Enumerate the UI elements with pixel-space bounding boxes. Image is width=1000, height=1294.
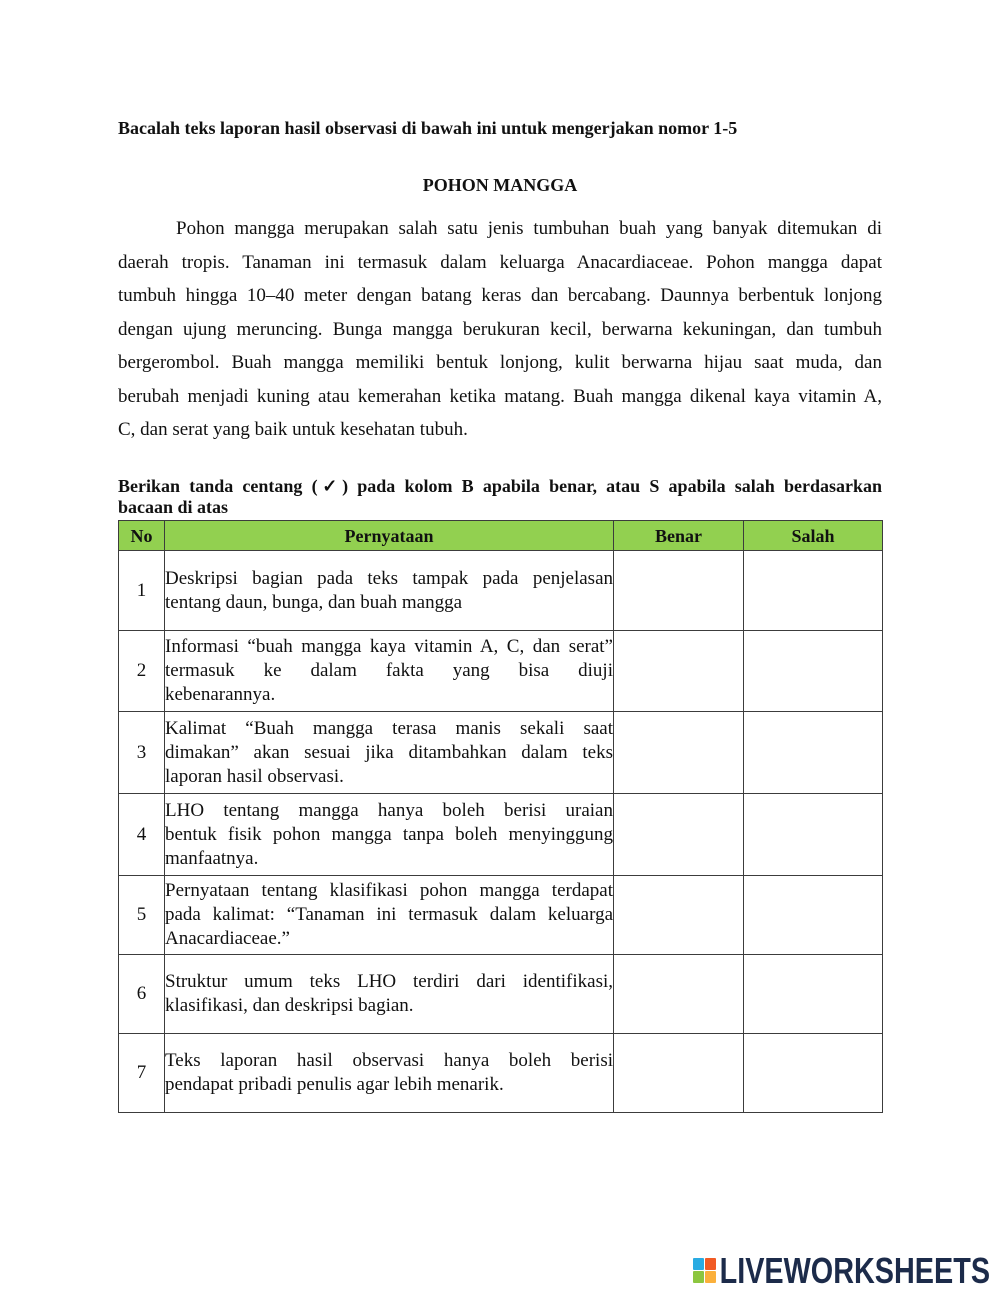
- statement-row-7: [119, 1034, 883, 1113]
- observation-text-line: dengan ujung meruncing. Bunga mangga berukuran kecil, berwarna kekuningan, dan tumbuh: [118, 318, 882, 340]
- statement-line: tentang daun, bunga, dan buah mangga: [165, 591, 463, 613]
- statement-cell: [165, 1034, 614, 1113]
- statement-line: bentuk fisik pohon mangga tanpa boleh menyinggung: [165, 823, 613, 845]
- statement-line: Informasi “buah mangga kaya vitamin A, C, dan serat”: [165, 636, 613, 657]
- statement-line: Anacardiaceae.”: [165, 928, 290, 949]
- task-instruction-line: bacaan di atas: [118, 497, 229, 517]
- liveworksheets-logo: LIVEWORKSHEETS: [719, 1250, 990, 1291]
- reading-instruction: Bacalah teks laporan hasil observasi di bawah ini untuk mengerjakan nomor 1-5: [118, 118, 738, 138]
- salah-answer-cell[interactable]: [744, 955, 883, 1034]
- logo-icon-tile: [693, 1258, 704, 1270]
- task-instruction: [118, 476, 882, 518]
- observation-text-line: C, dan serat yang baik untuk kesehatan tubuh.: [118, 419, 468, 440]
- statement-cell: [165, 955, 614, 1034]
- salah-answer-cell[interactable]: [744, 1034, 883, 1113]
- salah-answer-cell[interactable]: [744, 712, 883, 794]
- row-number: 5: [119, 876, 165, 955]
- observation-text-line: tumbuh hingga 10–40 meter dengan batang keras dan bercabang. Daunnya berbentuk lonjong: [118, 285, 882, 306]
- statement-line: LHO tentang mangga hanya boleh berisi uraian: [165, 799, 613, 821]
- statement-line: termasuk ke dalam fakta yang bisa diuji: [165, 660, 613, 681]
- statement-line: Deskripsi bagian pada teks tampak pada penjelasan: [165, 567, 613, 589]
- row-number: 4: [119, 794, 165, 876]
- statement-line: Teks laporan hasil observasi hanya boleh berisi: [165, 1050, 613, 1071]
- logo-icon-tile: [705, 1271, 716, 1283]
- task-instruction-line: Berikan tanda centang (✓) pada kolom B apabila benar, atau S apabila salah berdasarkan: [118, 476, 882, 496]
- benar-answer-cell[interactable]: [614, 551, 744, 631]
- header-benar: Benar: [614, 521, 744, 551]
- statement-cell: [165, 631, 614, 712]
- salah-answer-cell[interactable]: [744, 876, 883, 955]
- statement-line: pada kalimat: “Tanaman ini termasuk dalam keluarga: [165, 904, 613, 925]
- statement-line: Kalimat “Buah mangga terasa manis sekali saat: [165, 717, 613, 739]
- statement-cell: [165, 712, 614, 794]
- statement-cell: [165, 551, 614, 631]
- benar-answer-cell[interactable]: [614, 631, 744, 712]
- logo-icon-tile: [693, 1271, 704, 1283]
- statement-line: klasifikasi, dan deskripsi bagian.: [165, 995, 414, 1016]
- statement-row-4: [119, 794, 883, 876]
- observation-text-line: bergerombol. Buah mangga memiliki bentuk lonjong, kulit berwarna hijau saat muda, dan: [118, 352, 882, 373]
- benar-answer-cell[interactable]: [614, 955, 744, 1034]
- benar-answer-cell[interactable]: [614, 876, 744, 955]
- statement-line: manfaatnya.: [165, 847, 259, 869]
- row-number: 7: [119, 1034, 165, 1113]
- salah-answer-cell[interactable]: [744, 631, 883, 712]
- header-salah: Salah: [744, 521, 883, 551]
- observation-text-line: Pohon mangga merupakan salah satu jenis tumbuhan buah yang banyak ditemukan di: [176, 218, 882, 239]
- statement-line: kebenarannya.: [165, 684, 276, 705]
- benar-answer-cell[interactable]: [614, 1034, 744, 1113]
- row-number: 3: [119, 712, 165, 794]
- header-no: No: [119, 521, 165, 551]
- statement-row-5: [119, 876, 883, 955]
- statement-row-1: [119, 551, 883, 631]
- statement-line: pendapat pribadi penulis agar lebih menarik.: [165, 1074, 504, 1095]
- logo-icon-tile: [705, 1258, 716, 1270]
- header-statement: Pernyataan: [165, 521, 614, 551]
- statement-cell: [165, 794, 614, 876]
- statement-table: [118, 520, 883, 1113]
- logo-icon: [693, 1258, 716, 1283]
- statement-line: Struktur umum teks LHO terdiri dari identifikasi,: [165, 971, 613, 992]
- observation-text-line: daerah tropis. Tanaman ini termasuk dalam keluarga Anacardiaceae. Pohon mangga dapat: [118, 251, 882, 273]
- statement-cell: [165, 876, 614, 955]
- salah-answer-cell[interactable]: [744, 551, 883, 631]
- statement-row-2: [119, 631, 883, 712]
- salah-answer-cell[interactable]: [744, 794, 883, 876]
- row-number: 2: [119, 631, 165, 712]
- text-title: POHON MANGGA: [422, 175, 578, 195]
- benar-answer-cell[interactable]: [614, 794, 744, 876]
- statement-line: dimakan” akan sesuai jika ditambahkan dalam teks: [165, 741, 613, 763]
- table-header-row: [119, 521, 883, 551]
- benar-answer-cell[interactable]: [614, 712, 744, 794]
- row-number: 6: [119, 955, 165, 1034]
- statement-line: laporan hasil observasi.: [165, 765, 344, 787]
- observation-text-line: berubah menjadi kuning atau kemerahan ketika matang. Buah mangga dikenal kaya vitamin A,: [118, 385, 882, 407]
- statement-row-6: [119, 955, 883, 1034]
- observation-text: [118, 212, 882, 447]
- row-number: 1: [119, 551, 165, 631]
- statement-line: Pernyataan tentang klasifikasi pohon mangga terdapat: [165, 880, 613, 901]
- statement-row-3: [119, 712, 883, 794]
